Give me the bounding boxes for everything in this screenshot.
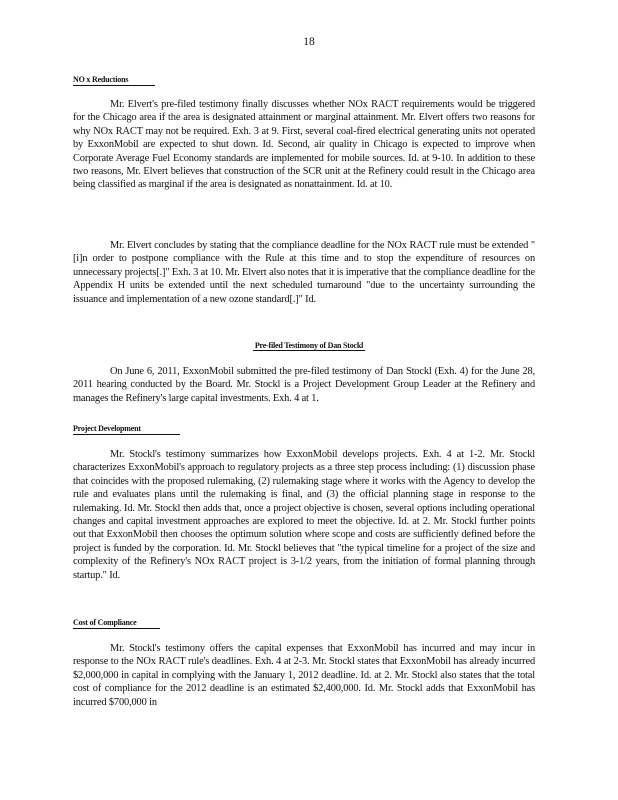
paragraph-text: Mr. Elvert concludes by stating that the compliance deadline for the NOx RACT rule must be extended "[i]n order to postpone compliance with the Rule at this time and to stop the expenditure of resources on unnecessary projects[.]" Exh. 3 at 10. Mr. Elvert also notes that it is imperative that the compliance deadline for the Appendix H units be extended until the next scheduled turnaround "due to the uncertainty surrounding the issuance and implementation of a new ozone standard[.]" Id. xyxy=(73,240,535,305)
paragraph-project-development xyxy=(73,448,535,582)
heading-project-development: Project Development xyxy=(73,423,180,435)
paragraph-nox-reasons xyxy=(73,98,535,192)
paragraph-stockl-intro xyxy=(73,365,535,405)
paragraph-text: Mr. Stockl's testimony offers the capital expenses that ExxonMobil has incurred and may incur in response to the NOx RACT rule's deadlines. Exh. 4 at 2-3. Mr. Stockl states that ExxonMobil has already incurred $2,000,000 in capital in complying with the January 1, 2012 deadline. Id. at 2. Mr. Stockl also states that the total cost of compliance for the 2012 deadline is an estimated $2,400,000. Id. Mr. Stockl adds that ExxonMobil has incurred $700,000 in xyxy=(73,643,535,708)
heading-cost-of-compliance: Cost of Compliance xyxy=(73,617,160,629)
heading-stockl-testimony: Pre-filed Testimony of Dan Stockl xyxy=(254,341,364,350)
paragraph-text: On June 6, 2011, ExxonMobil submitted the pre-filed testimony of Dan Stockl (Exh. 4) for the June 28, 2011 hearing conducted by the Board. Mr. Stockl is a Project Development Group Leader at the Refinery and manages the Refinery's large capital investments. Exh. 4 at 1. xyxy=(73,366,535,404)
paragraph-text: Mr. Stockl's testimony summarizes how ExxonMobil develops projects. Exh. 4 at 1-2. Mr. Stockl characterizes ExxonMobil's approach to regulatory projects as a three step process including: (1) discussion phase that coincides with the proposed rulemaking, (2) rulemaking stage where it works with the Agency to develop the rule and evaluates plans until the rulemaking is final, and (3) the official planning stage in response to the rulemaking. Id. Mr. Stockl then adds that, once a project objective is chosen, several options including operational changes and capital investment approaches are explored to meet the objective. Id. at 2. Mr. Stockl further points out that ExxonMobil then chooses the optimum solution where scope and costs are sufficiently defined before the project is funded by the corporation. Id. Mr. Stockl believes that "the typical timeline for a project of the size and complexity of the Refinery's NOx RACT project is 3-1/2 years, from the initiation of formal planning through startup." Id. xyxy=(73,449,535,581)
paragraph-text: Mr. Elvert's pre-filed testimony finally discusses whether NOx RACT requirements would be triggered for the Chicago area if the area is designated attainment or marginal attainment. Mr. Elvert offers two reasons for why NOx RACT may not be required. Exh. 3 at 9. First, several coal-fired electrical generating units not operated by ExxonMobil are expected to shut down. Id. Second, air quality in Chicago is expected to improve when Corporate Average Fuel Economy standards are implemented for mobile sources. Id. at 9-10. In addition to these two reasons, Mr. Elvert believes that construction of the SCR unit at the Refinery could result in the Chicago area being classified as marginal if the area is designated as nonattainment. Id. at 10. xyxy=(73,99,535,191)
paragraph-cost-of-compliance xyxy=(73,642,535,709)
page-number: 18 xyxy=(303,36,315,48)
heading-nox-reductions: NO x Reductions xyxy=(73,74,155,86)
paragraph-elvert-conclusion xyxy=(73,239,535,306)
